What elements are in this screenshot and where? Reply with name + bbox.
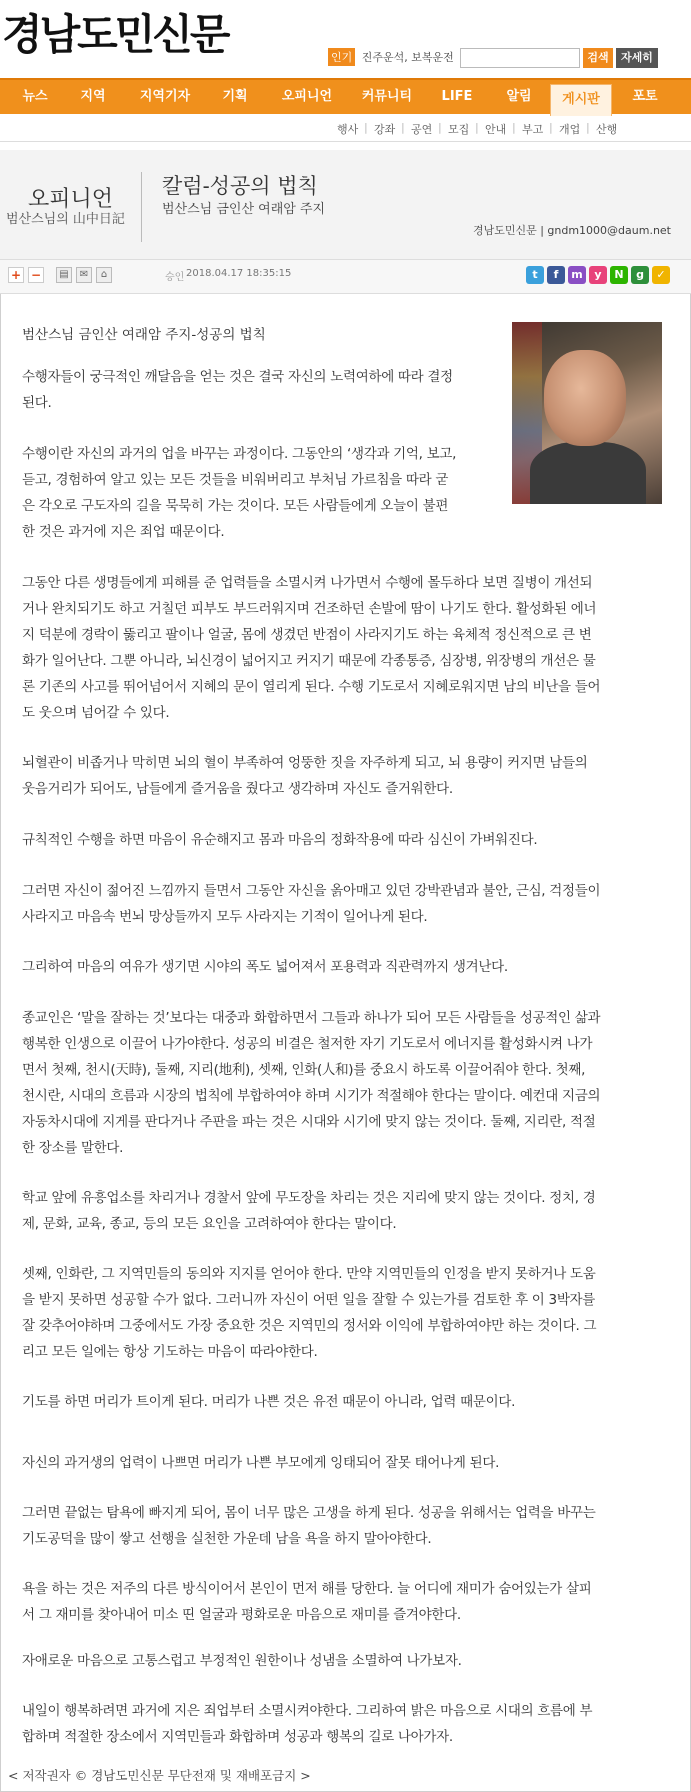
- popular-tag: 인기: [328, 48, 355, 66]
- subnav-item-guide[interactable]: 안내: [485, 123, 507, 136]
- popular-keywords-text[interactable]: 진주운석, 보복운전: [361, 51, 454, 64]
- naver-share-icon[interactable]: N: [610, 266, 628, 284]
- paragraph-line: 그리하여 마음의 여유가 생기면 시야의 폭도 넓어져서 포용력과 직관력까지 생겨난다.: [22, 959, 508, 975]
- article-title: 칼럼-성공의 법칙: [162, 174, 318, 198]
- paragraph-line: 한 장소를 말한다.: [22, 1140, 124, 1156]
- google-share-icon[interactable]: g: [631, 266, 649, 284]
- subnav-separator: |: [438, 121, 442, 134]
- nav-item-news[interactable]: 뉴스: [22, 89, 48, 104]
- paragraph-line: 리고 모든 일에는 항상 기도하는 마음이 따라야한다.: [22, 1344, 318, 1360]
- paragraph-line: 제, 문화, 교육, 종교, 등의 모든 요인을 고려하여야 한다는 말이다.: [22, 1216, 397, 1232]
- date-label: 승인: [165, 272, 185, 283]
- article-paragraph: [22, 1185, 664, 1237]
- detail-search-button[interactable]: 자세히: [616, 48, 658, 68]
- paragraph-line: 은 각오로 구도자의 길을 묵묵히 가는 것이다. 모든 사람들에게 오늘이 불편: [22, 498, 449, 514]
- subnav-item-event[interactable]: 행사: [337, 123, 359, 136]
- nav-item-board[interactable]: 게시판: [550, 84, 612, 116]
- article-paragraph: [22, 1648, 664, 1674]
- article-paragraph: [22, 1698, 664, 1750]
- nav-item-local-reporter[interactable]: 지역기자: [139, 89, 191, 104]
- paragraph-line: 셋째, 인화란, 그 지역민들의 동의와 지지를 얻어야 한다. 만약 지역민들의 인정을 받지 못하거나 도움: [22, 1266, 596, 1282]
- paragraph-line: 수행이란 자신의 과거의 업을 바꾸는 과정이다. 그동안의 ‘생각과 기억, 보고,: [22, 446, 457, 462]
- paragraph-line: 도 웃으며 넘어갈 수 있다.: [22, 705, 170, 721]
- paragraph-line: 수행자들이 궁극적인 깨달음을 얻는 것은 결국 자신의 노력여하에 따라 결정: [22, 369, 453, 385]
- nav-item-region[interactable]: 지역: [80, 89, 106, 104]
- article-paragraph: [22, 1450, 664, 1476]
- article-paragraph: [22, 878, 664, 930]
- subnav-item-opening[interactable]: 개업: [559, 123, 581, 136]
- author-photo: [512, 322, 662, 504]
- subnav-separator: |: [512, 121, 516, 134]
- paragraph-line: 뇌혈관이 비좁거나 막히면 뇌의 혈이 부족하여 엉뚱한 짓을 자주하게 되고, 뇌 용량이 커지면 남들의: [22, 755, 588, 771]
- article-paragraph: [22, 1005, 664, 1161]
- nav-item-life[interactable]: LIFE: [441, 89, 473, 104]
- nav-item-photo[interactable]: 포토: [632, 89, 658, 104]
- section-subtitle: 범산스님의 山中日記: [6, 212, 125, 227]
- photo-face: [544, 350, 626, 446]
- article-lead: 범산스님 금인산 여래암 주지-성공의 법칙: [22, 327, 266, 343]
- paragraph-line: 규칙적인 수행을 하면 마음이 유순해지고 몸과 마음의 정화작용에 따라 심신이 가벼워진다.: [22, 832, 538, 848]
- main-nav: [0, 78, 691, 114]
- nav-item-opinion[interactable]: 오피니언: [281, 89, 333, 104]
- paragraph-line: 학교 앞에 유흥업소를 차리거나 경찰서 앞에 무도장을 차리는 것은 지리에 맞지 않는 것이다. 정치, 경: [22, 1190, 596, 1206]
- twitter-share-icon[interactable]: t: [526, 266, 544, 284]
- sub-nav: [0, 114, 691, 142]
- publish-date: 2018.04.17 18:35:15: [186, 268, 292, 279]
- paragraph-line: 자동차시대에 지게를 판다거나 주판을 파는 것은 시대와 시기에 맞지 않는 것이다. 둘째, 지리란, 적절: [22, 1114, 596, 1130]
- facebook-share-icon[interactable]: f: [547, 266, 565, 284]
- paragraph-line: 행복한 인생으로 이끌어 나가야한다. 성공의 비결은 철저한 자기 기도로서 에너지를 활성화시켜 나가: [22, 1036, 593, 1052]
- article-paragraph: [22, 954, 664, 980]
- copyright-notice: < 저작권자 © 경남도민신문 무단전재 및 재배포금지 >: [8, 1768, 311, 1783]
- paragraph-line: 그러면 끝없는 탐욕에 빠지게 되어, 몸이 너무 많은 고생을 하게 된다. 성공을 위해서는 업력을 바꾸는: [22, 1505, 596, 1521]
- paragraph-line: 된다.: [22, 395, 52, 411]
- subnav-item-obituary[interactable]: 부고: [522, 123, 544, 136]
- byline[interactable]: 경남도민신문 | gndm1000@daum.net: [472, 224, 671, 237]
- subnav-item-recruit[interactable]: 모집: [448, 123, 470, 136]
- paragraph-line: 합하며 적절한 장소에서 지역민들과 화합하며 성공과 행복의 길로 나아가자.: [22, 1729, 453, 1745]
- search-input[interactable]: [460, 48, 580, 68]
- site-logo[interactable]: 경남도민신문: [2, 10, 228, 59]
- font-decrease-button[interactable]: −: [28, 267, 44, 283]
- subnav-separator: |: [549, 121, 553, 134]
- article-paragraph: [22, 570, 664, 726]
- subnav-separator: |: [475, 121, 479, 134]
- header-divider: [141, 172, 142, 242]
- section-title[interactable]: 오피니언: [28, 187, 114, 212]
- subnav-separator: |: [401, 121, 405, 134]
- scrap-icon[interactable]: ⌂: [96, 267, 112, 283]
- yozm-share-icon[interactable]: y: [589, 266, 607, 284]
- paragraph-line: 지 덕분에 경락이 뚫리고 팔이나 얼굴, 몸에 생겼던 반점이 사라지기도 하는 육체적 정신적으로 큰 변: [22, 627, 592, 643]
- bookmark-share-icon[interactable]: ✓: [652, 266, 670, 284]
- nav-item-feature[interactable]: 기획: [222, 89, 248, 104]
- site-header: [0, 0, 691, 78]
- article-subtitle: 범산스님 금인산 여래암 주지: [162, 202, 326, 217]
- subnav-item-hiking[interactable]: 산행: [596, 123, 618, 136]
- paragraph-line: 내일이 행복하려면 과거에 지은 죄업부터 소멸시켜야한다. 그리하여 밝은 마음으로 시대의 흐름에 부: [22, 1703, 593, 1719]
- paragraph-line: 거나 완치되기도 하고 거칠던 피부도 부드러워지며 건조하던 손발에 땀이 나기도 한다. 활성화된 에너: [22, 601, 597, 617]
- paragraph-line: 서 그 재미를 찾아내어 미소 띤 얼굴과 평화로운 마음으로 재미를 즐겨야한다.: [22, 1607, 461, 1623]
- article-paragraph: [22, 750, 664, 802]
- paragraph-line: 자애로운 마음으로 고통스럽고 부정적인 원한이나 성냄을 소멸하여 나가보자.: [22, 1653, 462, 1669]
- paragraph-line: 을 받지 못하면 성공할 수가 없다. 그러니까 자신이 어떤 일을 잘할 수 있는가를 검토한 후 이 3박자를: [22, 1292, 596, 1308]
- print-icon[interactable]: ▤: [56, 267, 72, 283]
- paragraph-line: 잘 갖추어야하며 그중에서도 가장 중요한 것은 지역민의 정서와 이익에 부합하여야만 하는 것이다. 그: [22, 1318, 597, 1334]
- article-paragraph: [22, 1576, 664, 1628]
- paragraph-line: 한 것은 과거에 지은 죄업 때문이다.: [22, 524, 225, 540]
- subnav-item-lecture[interactable]: 강좌: [374, 123, 396, 136]
- font-increase-button[interactable]: +: [8, 267, 24, 283]
- paragraph-line: 웃음거리가 되어도, 남들에게 즐거움을 줬다고 생각하며 자신도 즐거워한다.: [22, 781, 453, 797]
- paragraph-line: 기도를 하면 머리가 트이게 된다. 머리가 나쁜 것은 유전 때문이 아니라, 업력 때문이다.: [22, 1394, 516, 1410]
- popular-keywords: [328, 48, 454, 66]
- article-paragraph: [22, 1500, 664, 1552]
- paragraph-line: 천시란, 시대의 흐름과 시장의 법칙에 부합하여야 하며 시기가 적절해야 한다는 말이다. 예컨대 지금의: [22, 1088, 601, 1104]
- paragraph-line: 그동안 다른 생명들에게 피해를 준 업력들을 소멸시켜 나가면서 수행에 몰두하다 보면 질병이 개선되: [22, 575, 593, 591]
- paragraph-line: 그러면 자신이 젊어진 느낌까지 들면서 그동안 자신을 옭아매고 있던 강박관념과 불안, 근심, 걱정들이: [22, 883, 601, 899]
- subnav-item-performance[interactable]: 공연: [411, 123, 433, 136]
- paragraph-line: 론 기존의 사고를 뛰어넘어서 지혜의 문이 열리게 된다. 수행 기도로서 지혜로워지면 남의 비난을 들어: [22, 679, 601, 695]
- paragraph-line: 기도공덕을 많이 쌓고 선행을 실천한 가운데 남을 욕을 하지 말아야한다.: [22, 1531, 432, 1547]
- paragraph-line: 화가 일어난다. 그뿐 아니라, 뇌신경이 넓어지고 커지기 때문에 각종통증, 심장병, 위장병의 개선은 물: [22, 653, 596, 669]
- paragraph-line: 욕을 하는 것은 저주의 다른 방식이어서 본인이 먼저 해를 당한다. 늘 어디에 재미가 숨어있는가 살피: [22, 1581, 592, 1597]
- photo-robe: [530, 442, 646, 504]
- paragraph-line: 듣고, 경험하여 알고 있는 모든 것들을 비워버리고 부처님 가르침을 따라 굳: [22, 472, 449, 488]
- article-paragraph: [22, 827, 664, 853]
- article-paragraph: [22, 1389, 664, 1415]
- paragraph-line: 종교인은 ‘말을 잘하는 것’보다는 대중과 화합하면서 그들과 하나가 되어 모든 사람들을 성공적인 삶과: [22, 1010, 601, 1026]
- me2day-share-icon[interactable]: m: [568, 266, 586, 284]
- article-paragraph: [22, 441, 502, 545]
- subnav-separator: |: [364, 121, 368, 134]
- article-paragraph: [22, 1261, 664, 1365]
- nav-item-community[interactable]: 커뮤니티: [361, 89, 413, 104]
- subnav-separator: |: [586, 121, 590, 134]
- article-paragraph: [22, 364, 502, 416]
- paragraph-line: 자신의 과거생의 업력이 나쁘면 머리가 나쁜 부모에게 잉태되어 잘못 태어나게 된다.: [22, 1455, 500, 1471]
- email-icon[interactable]: ✉: [76, 267, 92, 283]
- paragraph-line: 사라지고 마음속 번뇌 망상들까지 모두 사라지는 기적이 일어나게 된다.: [22, 909, 428, 925]
- search-button[interactable]: 검색: [583, 48, 613, 68]
- nav-item-notice[interactable]: 알림: [506, 89, 532, 104]
- paragraph-line: 면서 첫째, 천시(天時), 둘째, 지리(地利), 셋째, 인화(人和)를 중요시 하도록 이끌어줘야 한다. 첫째,: [22, 1062, 586, 1078]
